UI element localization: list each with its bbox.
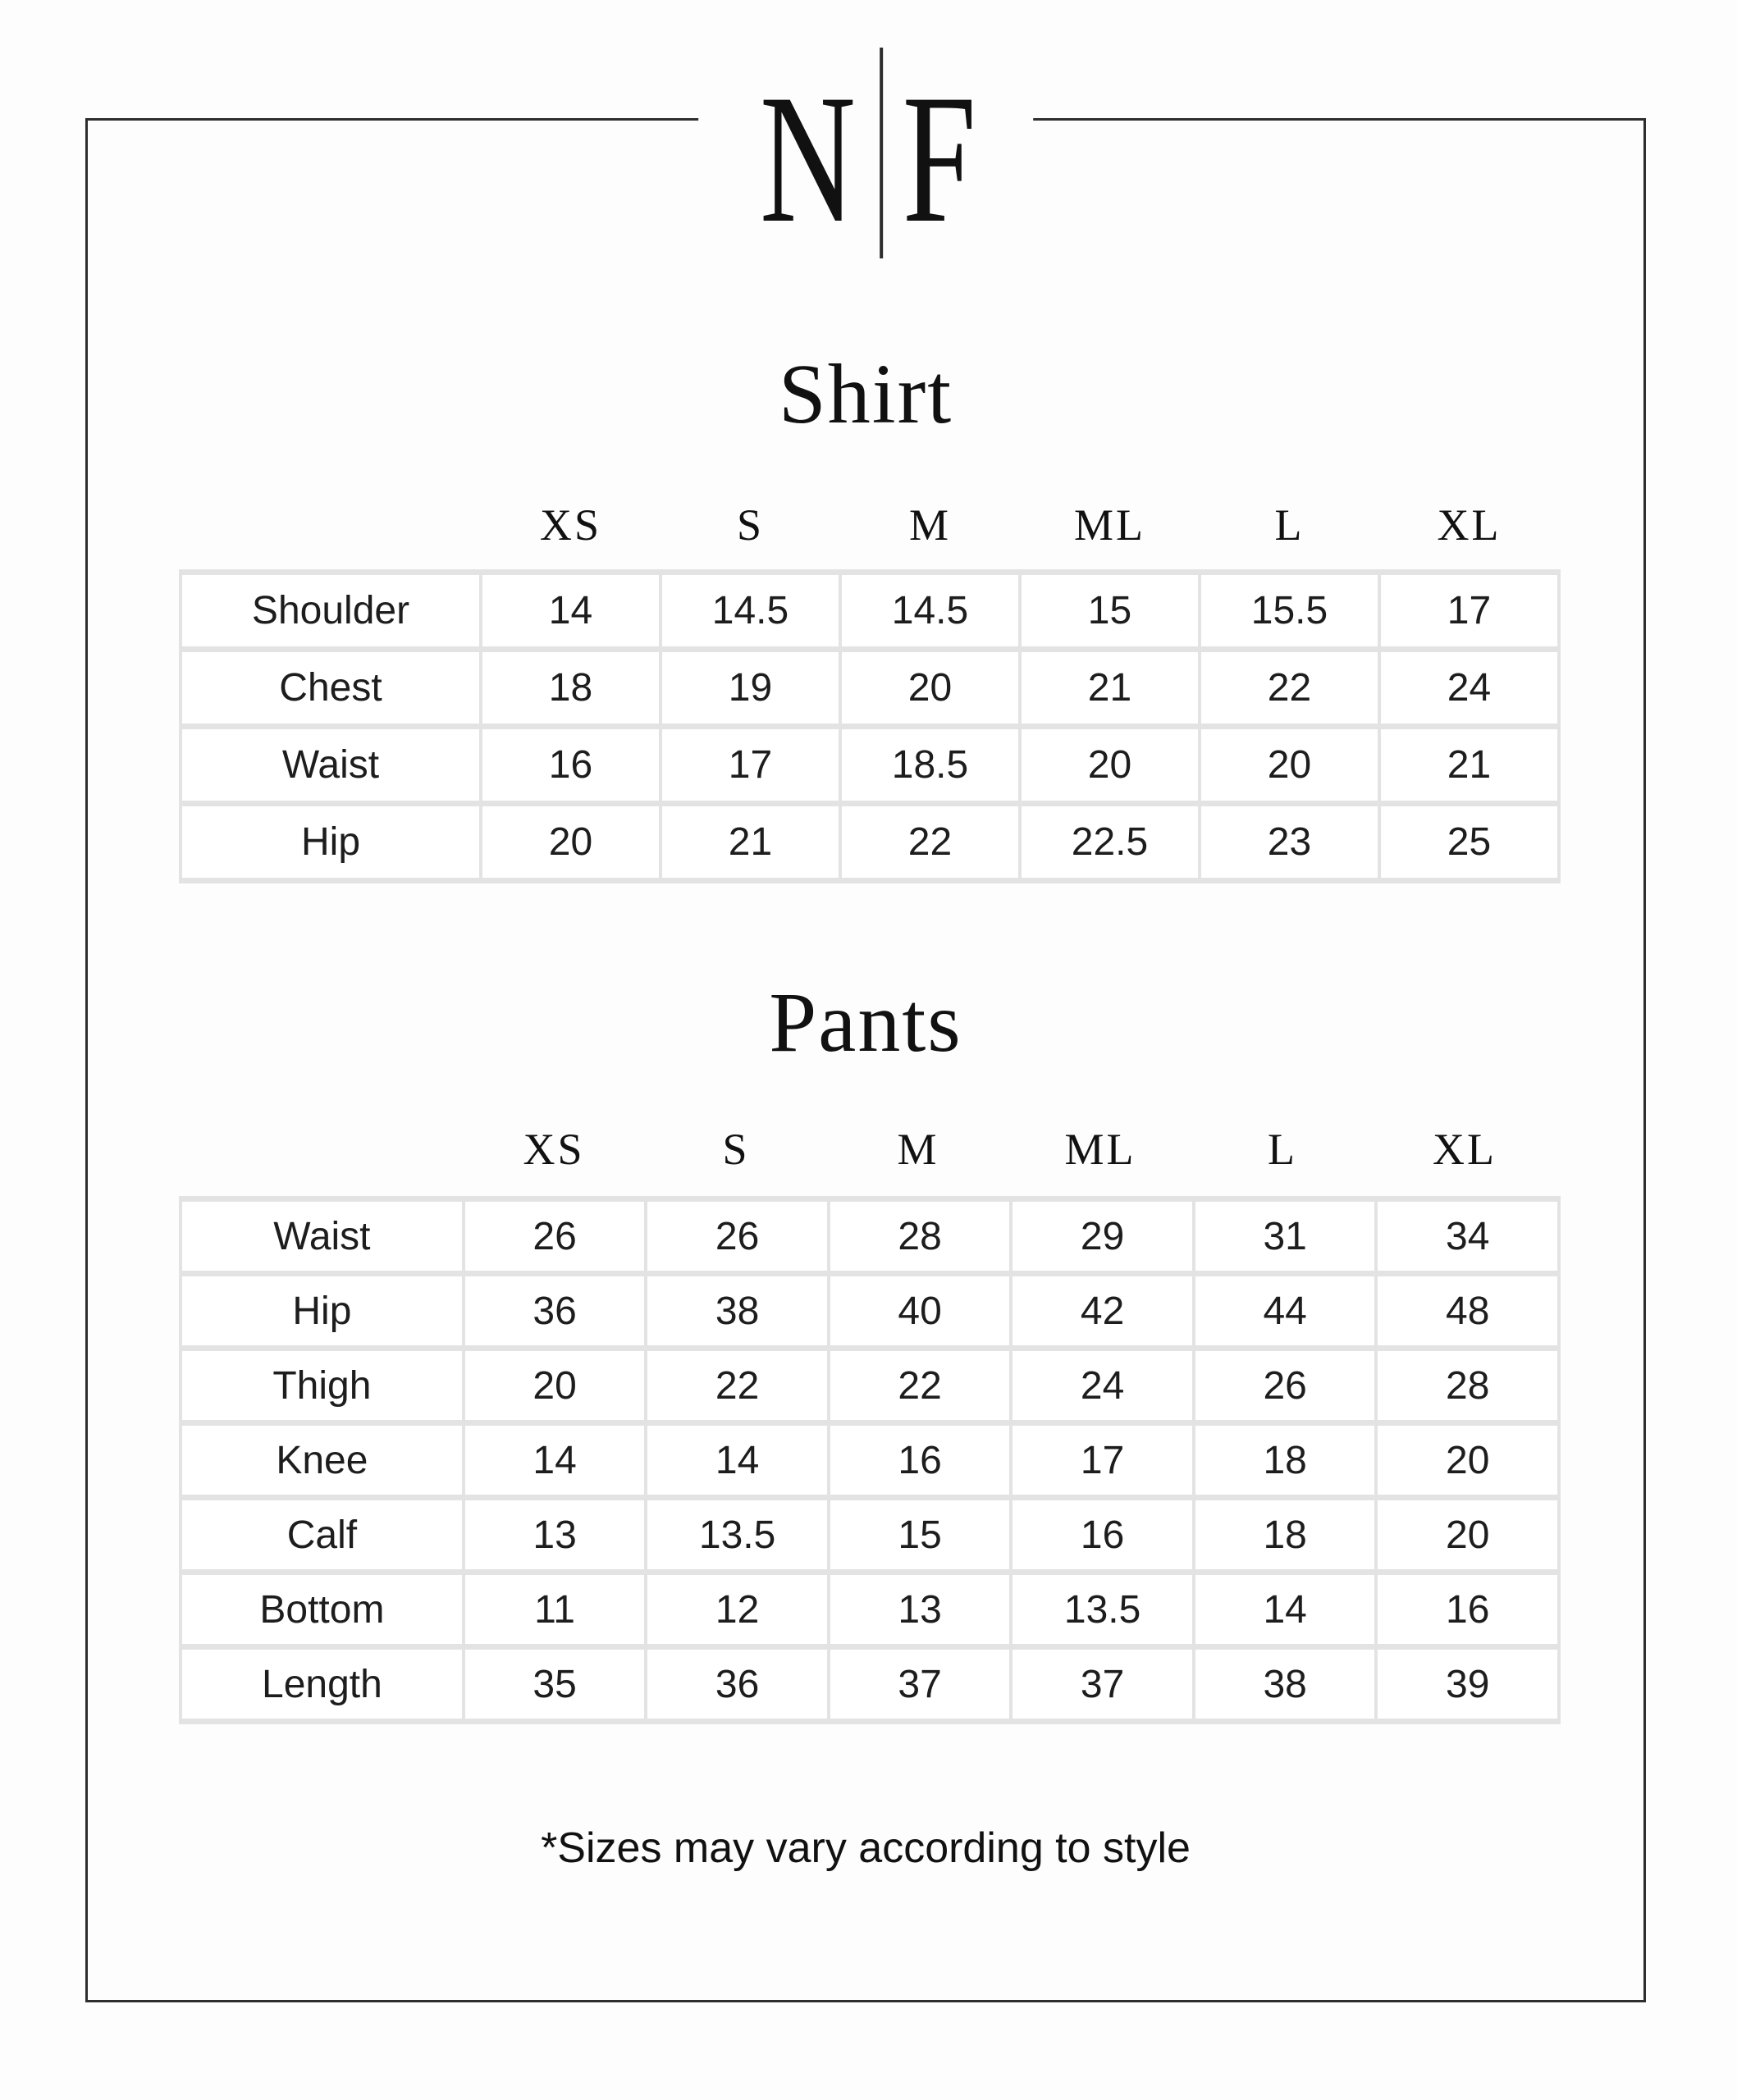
- size-value-cell: 16: [1378, 1575, 1557, 1644]
- size-value-cell: 20: [1378, 1426, 1557, 1495]
- size-value-cell: 39: [1378, 1650, 1557, 1719]
- size-value-cell: 36: [647, 1650, 827, 1719]
- size-value-cell: 20: [465, 1351, 645, 1420]
- table-row: [182, 1351, 1557, 1420]
- table-row: [182, 1650, 1557, 1719]
- size-column-header: M: [908, 500, 951, 550]
- size-value-cell: 22: [830, 1351, 1010, 1420]
- size-value-cell: 22: [647, 1351, 827, 1420]
- size-value-cell: 14: [647, 1426, 827, 1495]
- table-row: [182, 806, 1557, 878]
- size-column-header: ML: [1074, 500, 1145, 550]
- row-label: Waist: [182, 1202, 462, 1271]
- size-value-cell: 18.5: [842, 729, 1018, 801]
- size-value-cell: 14: [482, 575, 659, 646]
- size-value-cell: 28: [1378, 1351, 1557, 1420]
- logo-letter-f: F: [902, 56, 976, 261]
- pants-size-header: [464, 1125, 1554, 1174]
- row-label: Hip: [182, 1276, 462, 1345]
- size-value-cell: 20: [1022, 729, 1198, 801]
- size-value-cell: 36: [465, 1276, 645, 1345]
- shirt-size-header: [482, 500, 1557, 550]
- size-column-header: L: [1268, 1125, 1297, 1174]
- size-value-cell: 37: [830, 1650, 1010, 1719]
- size-value-cell: 24: [1012, 1351, 1192, 1420]
- size-value-cell: 15.5: [1201, 575, 1378, 646]
- size-value-cell: 26: [647, 1202, 827, 1271]
- size-value-cell: 18: [482, 652, 659, 724]
- size-value-cell: 20: [842, 652, 1018, 724]
- size-value-cell: 20: [482, 806, 659, 878]
- size-column-header: XS: [539, 500, 602, 550]
- pants-section-title: Pants: [769, 975, 962, 1070]
- table-row: [182, 1202, 1557, 1271]
- size-value-cell: 16: [830, 1426, 1010, 1495]
- logo-divider-bar: [880, 48, 883, 258]
- size-value-cell: 22: [842, 806, 1018, 878]
- size-value-cell: 35: [465, 1650, 645, 1719]
- size-value-cell: 20: [1378, 1500, 1557, 1569]
- row-label: Chest: [182, 652, 479, 724]
- size-value-cell: 14.5: [662, 575, 839, 646]
- size-value-cell: 25: [1381, 806, 1557, 878]
- size-value-cell: 40: [830, 1276, 1010, 1345]
- row-label: Hip: [182, 806, 479, 878]
- size-value-cell: 38: [647, 1276, 827, 1345]
- table-row: [182, 1276, 1557, 1345]
- size-value-cell: 13.5: [1012, 1575, 1192, 1644]
- frame-border: [85, 56, 1646, 2002]
- size-value-cell: 15: [1022, 575, 1198, 646]
- size-value-cell: 12: [647, 1575, 827, 1644]
- row-label: Waist: [182, 729, 479, 801]
- row-label: Shoulder: [182, 575, 479, 646]
- size-column-header: XS: [523, 1125, 585, 1174]
- size-value-cell: 20: [1201, 729, 1378, 801]
- size-value-cell: 13: [830, 1575, 1010, 1644]
- size-value-cell: 14: [1195, 1575, 1375, 1644]
- size-value-cell: 29: [1012, 1202, 1192, 1271]
- brand-logo: [698, 48, 1033, 261]
- size-value-cell: 16: [482, 729, 659, 801]
- row-label: Knee: [182, 1426, 462, 1495]
- size-value-cell: 11: [465, 1575, 645, 1644]
- table-row: [182, 652, 1557, 724]
- row-label: Length: [182, 1650, 462, 1719]
- shirt-measurements-table: [179, 569, 1561, 883]
- size-value-cell: 44: [1195, 1276, 1375, 1345]
- size-value-cell: 23: [1201, 806, 1378, 878]
- size-column-header: S: [722, 1125, 750, 1174]
- table-row: [182, 1575, 1557, 1644]
- size-value-cell: 18: [1195, 1426, 1375, 1495]
- logo-letter-n: N: [759, 56, 856, 261]
- size-value-cell: 17: [1012, 1426, 1192, 1495]
- size-column-header: M: [897, 1125, 939, 1174]
- size-value-cell: 26: [1195, 1351, 1375, 1420]
- size-value-cell: 16: [1012, 1500, 1192, 1569]
- shirt-section-title: Shirt: [778, 347, 953, 441]
- size-value-cell: 15: [830, 1500, 1010, 1569]
- table-row: [182, 1500, 1557, 1569]
- size-value-cell: 26: [465, 1202, 645, 1271]
- row-label: Thigh: [182, 1351, 462, 1420]
- size-value-cell: 34: [1378, 1202, 1557, 1271]
- size-value-cell: 24: [1381, 652, 1557, 724]
- size-value-cell: 37: [1012, 1650, 1192, 1719]
- size-value-cell: 18: [1195, 1500, 1375, 1569]
- row-label: Calf: [182, 1500, 462, 1569]
- size-column-header: L: [1274, 500, 1305, 550]
- size-value-cell: 14.5: [842, 575, 1018, 646]
- size-value-cell: 14: [465, 1426, 645, 1495]
- size-value-cell: 17: [1381, 575, 1557, 646]
- table-row: [182, 1426, 1557, 1495]
- size-value-cell: 22: [1201, 652, 1378, 724]
- pants-measurements-table: [179, 1196, 1561, 1724]
- size-column-header: S: [736, 500, 765, 550]
- size-value-cell: 13: [465, 1500, 645, 1569]
- size-value-cell: 21: [1022, 652, 1198, 724]
- size-value-cell: 48: [1378, 1276, 1557, 1345]
- size-value-cell: 17: [662, 729, 839, 801]
- footnote: *Sizes may vary according to style: [541, 1824, 1191, 1872]
- size-value-cell: 21: [1381, 729, 1557, 801]
- size-value-cell: 38: [1195, 1650, 1375, 1719]
- size-value-cell: 31: [1195, 1202, 1375, 1271]
- table-row: [182, 729, 1557, 801]
- size-value-cell: 42: [1012, 1276, 1192, 1345]
- size-value-cell: 21: [662, 806, 839, 878]
- size-column-header: XL: [1433, 1125, 1497, 1174]
- size-column-header: XL: [1437, 500, 1502, 550]
- size-value-cell: 28: [830, 1202, 1010, 1271]
- size-column-header: ML: [1064, 1125, 1136, 1174]
- row-label: Bottom: [182, 1575, 462, 1644]
- table-row: [182, 575, 1557, 646]
- size-value-cell: 19: [662, 652, 839, 724]
- size-value-cell: 22.5: [1022, 806, 1198, 878]
- size-value-cell: 13.5: [647, 1500, 827, 1569]
